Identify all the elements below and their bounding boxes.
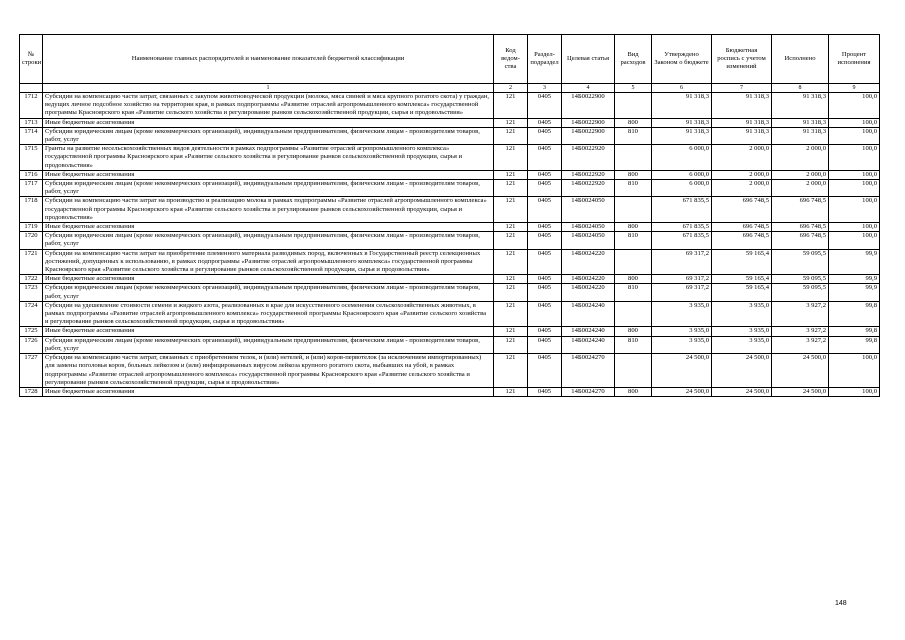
row-percent: 100,0 — [829, 145, 880, 171]
row-number: 1726 — [20, 336, 43, 353]
column-number: 5 — [615, 84, 652, 93]
row-section: 0405 — [528, 197, 562, 223]
row-approved: 3 935,0 — [652, 301, 712, 327]
row-target-article: 14Б0024220 — [562, 275, 615, 284]
row-description: Иные бюджетные ассигнования — [43, 118, 494, 127]
row-target-article: 14Б0024050 — [562, 223, 615, 232]
row-number: 1713 — [20, 118, 43, 127]
row-number: 1724 — [20, 301, 43, 327]
table-row — [20, 118, 880, 127]
row-expense-type: 810 — [615, 127, 652, 144]
header-approved: Утверждено Законом о бюджете — [652, 35, 712, 84]
row-executed: 3 927,2 — [772, 327, 829, 336]
row-section: 0405 — [528, 284, 562, 301]
row-percent: 100,0 — [829, 232, 880, 249]
header-name: Наименование главных распорядителей и наименование показателей бюджетной классификации — [43, 35, 494, 84]
row-dept-code: 121 — [494, 223, 528, 232]
row-budget-schedule: 2 000,0 — [712, 145, 772, 171]
table-row — [20, 275, 880, 284]
row-target-article: 14Б0022900 — [562, 93, 615, 119]
row-number: 1714 — [20, 127, 43, 144]
row-section: 0405 — [528, 301, 562, 327]
row-approved: 91 318,3 — [652, 127, 712, 144]
row-percent: 99,9 — [829, 249, 880, 275]
row-approved: 69 317,2 — [652, 275, 712, 284]
row-dept-code: 121 — [494, 387, 528, 396]
row-section: 0405 — [528, 180, 562, 197]
row-budget-schedule: 24 500,0 — [712, 387, 772, 396]
row-description: Субсидии юридическим лицам (кроме некоммерческих организаций), индивидуальным предпринимателям, физическим лицам - производителям товаров, работ, услуг — [43, 180, 494, 197]
row-budget-schedule: 2 000,0 — [712, 170, 772, 179]
row-number: 1719 — [20, 223, 43, 232]
row-description: Иные бюджетные ассигнования — [43, 275, 494, 284]
row-expense-type — [615, 301, 652, 327]
row-approved: 671 835,5 — [652, 232, 712, 249]
row-description: Иные бюджетные ассигнования — [43, 387, 494, 396]
column-number: 4 — [562, 84, 615, 93]
row-budget-schedule: 91 318,3 — [712, 118, 772, 127]
column-number — [20, 84, 43, 93]
row-number: 1715 — [20, 145, 43, 171]
row-description: Субсидии на компенсацию части затрат, связанных с приобретением телок, и (или) нетелей, и (или) коров-первотелок (за исключением импортированных) для замены поголовья коров, больных лейкозом и (или) инфицированных вирусом лейкоза крупного рогатого скота, выбывших на убой, в рамках подпрограммы «Развитие отраслей агропромышленного комплекса» государственной программы Красноярского края «Развитие сельского хозяйства и регулирование рынков сельскохозяйственной продукции, сырья и продовольствия» — [43, 354, 494, 388]
row-target-article: 14Б0022900 — [562, 118, 615, 127]
row-expense-type: 810 — [615, 284, 652, 301]
row-percent: 100,0 — [829, 127, 880, 144]
row-target-article: 14Б0022920 — [562, 180, 615, 197]
row-target-article: 14Б0022900 — [562, 127, 615, 144]
row-section: 0405 — [528, 145, 562, 171]
table-row — [20, 354, 880, 388]
table-row — [20, 387, 880, 396]
row-section: 0405 — [528, 327, 562, 336]
row-approved: 69 317,2 — [652, 284, 712, 301]
table-row — [20, 180, 880, 197]
row-executed: 24 500,0 — [772, 354, 829, 388]
row-dept-code: 121 — [494, 275, 528, 284]
row-section: 0405 — [528, 118, 562, 127]
row-executed: 3 927,2 — [772, 336, 829, 353]
row-target-article: 14Б0022920 — [562, 170, 615, 179]
column-number: 1 — [43, 84, 494, 93]
row-budget-schedule: 696 748,5 — [712, 223, 772, 232]
row-percent: 100,0 — [829, 93, 880, 119]
header-target-article: Целевая статья — [562, 35, 615, 84]
row-section: 0405 — [528, 354, 562, 388]
page-number: 148 — [835, 600, 847, 607]
row-dept-code: 121 — [494, 170, 528, 179]
table-row — [20, 327, 880, 336]
row-approved: 6 000,0 — [652, 180, 712, 197]
row-approved: 24 500,0 — [652, 354, 712, 388]
row-budget-schedule: 696 748,5 — [712, 232, 772, 249]
row-target-article: 14Б0024240 — [562, 336, 615, 353]
header-executed: Исполнено — [772, 35, 829, 84]
row-description: Гранты на развитие несельскохозяйственных видов деятельности в рамках подпрограммы «Развитие отраслей агропромышленного комплекса» государственной программы Красноярского края «Развитие сельского хозяйства и регулирование рынков сельскохозяйственной продукции, сырья и продовольствия» — [43, 145, 494, 171]
row-target-article: 14Б0024050 — [562, 197, 615, 223]
row-description: Субсидии на компенсацию части затрат, связанных с закупом животноводческой продукции (молока, мяса свиней и мяса крупного рогатого скота) у граждан, ведущих личное подсобное хозяйство на территории края, в рамках подпрограммы «Развитие отраслей агропромышленного комплекса» государственной программы Красноярского края «Развитие сельского хозяйства и регулирование рынков сельскохозяйственной продукции, сырья и продовольствия» — [43, 93, 494, 119]
row-percent: 99,8 — [829, 327, 880, 336]
column-number: 7 — [712, 84, 772, 93]
row-approved: 671 835,5 — [652, 197, 712, 223]
row-executed: 2 000,0 — [772, 170, 829, 179]
row-executed: 3 927,2 — [772, 301, 829, 327]
row-dept-code: 121 — [494, 197, 528, 223]
row-executed: 59 095,5 — [772, 284, 829, 301]
row-budget-schedule: 3 935,0 — [712, 301, 772, 327]
row-expense-type: 810 — [615, 336, 652, 353]
row-number: 1717 — [20, 180, 43, 197]
row-dept-code: 121 — [494, 93, 528, 119]
row-description: Субсидии юридическим лицам (кроме некоммерческих организаций), индивидуальным предпринимателям, физическим лицам - производителям товаров, работ, услуг — [43, 232, 494, 249]
row-expense-type — [615, 145, 652, 171]
row-dept-code: 121 — [494, 354, 528, 388]
row-expense-type — [615, 249, 652, 275]
row-expense-type: 800 — [615, 223, 652, 232]
row-dept-code: 121 — [494, 127, 528, 144]
row-approved: 6 000,0 — [652, 145, 712, 171]
row-dept-code: 121 — [494, 180, 528, 197]
row-expense-type: 800 — [615, 170, 652, 179]
row-approved: 69 317,2 — [652, 249, 712, 275]
budget-table — [19, 34, 880, 397]
row-approved: 91 318,3 — [652, 118, 712, 127]
row-budget-schedule: 59 165,4 — [712, 249, 772, 275]
row-dept-code: 121 — [494, 327, 528, 336]
row-budget-schedule: 2 000,0 — [712, 180, 772, 197]
table-row — [20, 223, 880, 232]
column-numbers-row — [20, 84, 880, 93]
row-budget-schedule: 24 500,0 — [712, 354, 772, 388]
row-number: 1721 — [20, 249, 43, 275]
row-number: 1725 — [20, 327, 43, 336]
row-executed: 59 095,5 — [772, 275, 829, 284]
column-number: 2 — [494, 84, 528, 93]
row-description: Субсидии на компенсацию части затрат на производство и реализацию молока в рамках подпрограммы «Развитие отраслей агропромышленного комплекса» государственной программы Красноярского края «Развитие сельского хозяйства и регулирование рынков сельскохозяйственной продукции, сырья и продовольствия» — [43, 197, 494, 223]
header-expense-type: Вид расходов — [615, 35, 652, 84]
row-dept-code: 121 — [494, 301, 528, 327]
row-number: 1722 — [20, 275, 43, 284]
row-percent: 99,9 — [829, 284, 880, 301]
row-number: 1727 — [20, 354, 43, 388]
row-percent: 100,0 — [829, 170, 880, 179]
row-percent: 100,0 — [829, 118, 880, 127]
row-section: 0405 — [528, 232, 562, 249]
header-row-number: № строки — [20, 35, 43, 84]
row-approved: 3 935,0 — [652, 336, 712, 353]
column-number: 9 — [829, 84, 880, 93]
row-executed: 696 748,5 — [772, 232, 829, 249]
row-number: 1712 — [20, 93, 43, 119]
table-row — [20, 301, 880, 327]
row-executed: 24 500,0 — [772, 387, 829, 396]
row-percent: 100,0 — [829, 354, 880, 388]
row-expense-type — [615, 197, 652, 223]
row-executed: 696 748,5 — [772, 223, 829, 232]
row-number: 1720 — [20, 232, 43, 249]
row-dept-code: 121 — [494, 118, 528, 127]
row-description: Субсидии юридическим лицам (кроме некоммерческих организаций), индивидуальным предпринимателям, физическим лицам - производителям товаров, работ, услуг — [43, 336, 494, 353]
row-expense-type: 810 — [615, 180, 652, 197]
table-row — [20, 232, 880, 249]
row-expense-type — [615, 354, 652, 388]
column-number: 8 — [772, 84, 829, 93]
table-row — [20, 93, 880, 119]
row-percent: 100,0 — [829, 223, 880, 232]
row-description: Субсидии юридическим лицам (кроме некоммерческих организаций), индивидуальным предпринимателям, физическим лицам - производителям товаров, работ, услуг — [43, 127, 494, 144]
row-target-article: 14Б0024220 — [562, 249, 615, 275]
row-description: Иные бюджетные ассигнования — [43, 170, 494, 179]
row-approved: 6 000,0 — [652, 170, 712, 179]
column-number: 6 — [652, 84, 712, 93]
row-percent: 99,8 — [829, 336, 880, 353]
row-number: 1718 — [20, 197, 43, 223]
row-description: Субсидии на удешевление стоимости семени и жидкого азота, реализованных в крае для искусственного осеменения сельскохозяйственных животных, в рамках подпрограммы «Развитие отраслей агропромышленного комплекса» государственной программы Красноярского края «Развитие сельского хозяйства и регулирование рынков сельскохозяйственной продукции, сырья и продовольствия» — [43, 301, 494, 327]
row-executed: 91 318,3 — [772, 127, 829, 144]
row-percent: 100,0 — [829, 197, 880, 223]
row-number: 1716 — [20, 170, 43, 179]
row-expense-type: 800 — [615, 275, 652, 284]
row-budget-schedule: 696 748,5 — [712, 197, 772, 223]
row-section: 0405 — [528, 223, 562, 232]
row-executed: 91 318,3 — [772, 118, 829, 127]
row-dept-code: 121 — [494, 145, 528, 171]
row-target-article: 14Б0024220 — [562, 284, 615, 301]
row-dept-code: 121 — [494, 249, 528, 275]
row-section: 0405 — [528, 170, 562, 179]
row-expense-type: 800 — [615, 387, 652, 396]
row-approved: 671 835,5 — [652, 223, 712, 232]
row-target-article: 14Б0024240 — [562, 327, 615, 336]
row-expense-type — [615, 93, 652, 119]
header-dept-code: Код ведом-ства — [494, 35, 528, 84]
table-row — [20, 145, 880, 171]
row-budget-schedule: 3 935,0 — [712, 327, 772, 336]
row-budget-schedule: 91 318,3 — [712, 127, 772, 144]
table-row — [20, 127, 880, 144]
row-target-article: 14Б0024270 — [562, 387, 615, 396]
table-row — [20, 284, 880, 301]
row-expense-type: 810 — [615, 232, 652, 249]
row-expense-type: 800 — [615, 118, 652, 127]
row-section: 0405 — [528, 275, 562, 284]
row-approved: 91 318,3 — [652, 93, 712, 119]
row-dept-code: 121 — [494, 336, 528, 353]
row-budget-schedule: 59 165,4 — [712, 284, 772, 301]
row-budget-schedule: 91 318,3 — [712, 93, 772, 119]
row-percent: 100,0 — [829, 387, 880, 396]
row-dept-code: 121 — [494, 284, 528, 301]
row-target-article: 14Б0024270 — [562, 354, 615, 388]
row-dept-code: 121 — [494, 232, 528, 249]
table-row — [20, 170, 880, 179]
table-row — [20, 249, 880, 275]
row-budget-schedule: 59 165,4 — [712, 275, 772, 284]
row-executed: 91 318,3 — [772, 93, 829, 119]
row-section: 0405 — [528, 127, 562, 144]
row-target-article: 14Б0024240 — [562, 301, 615, 327]
row-section: 0405 — [528, 387, 562, 396]
table-row — [20, 197, 880, 223]
row-target-article: 14Б0022920 — [562, 145, 615, 171]
row-percent: 99,8 — [829, 301, 880, 327]
row-description: Иные бюджетные ассигнования — [43, 327, 494, 336]
row-executed: 59 095,5 — [772, 249, 829, 275]
table-header-row — [20, 35, 880, 84]
row-description: Субсидии юридическим лицам (кроме некоммерческих организаций), индивидуальным предпринимателям, физическим лицам - производителям товаров, работ, услуг — [43, 284, 494, 301]
row-number: 1728 — [20, 387, 43, 396]
row-description: Иные бюджетные ассигнования — [43, 223, 494, 232]
row-target-article: 14Б0024050 — [562, 232, 615, 249]
row-executed: 2 000,0 — [772, 180, 829, 197]
row-executed: 2 000,0 — [772, 145, 829, 171]
row-approved: 3 935,0 — [652, 327, 712, 336]
table-body — [20, 93, 880, 397]
header-percent: Процент исполнения — [829, 35, 880, 84]
header-section: Раздел-подраздел — [528, 35, 562, 84]
header-budget-schedule: Бюджетная роспись с учетом изменений — [712, 35, 772, 84]
row-expense-type: 800 — [615, 327, 652, 336]
row-percent: 99,9 — [829, 275, 880, 284]
row-number: 1723 — [20, 284, 43, 301]
column-number: 3 — [528, 84, 562, 93]
row-percent: 100,0 — [829, 180, 880, 197]
row-section: 0405 — [528, 336, 562, 353]
row-description: Субсидии на компенсацию части затрат на приобретение племенного материала разводимых пород, включенных в Государственный реестр селекционных достижений, допущенных к использованию, в рамках подпрограммы «Развитие отраслей агропромышленного комплекса» государственной программы Красноярского края «Развитие сельского хозяйства и регулирование рынков сельскохозяйственной продукции, сырья и продовольствия» — [43, 249, 494, 275]
row-section: 0405 — [528, 249, 562, 275]
row-approved: 24 500,0 — [652, 387, 712, 396]
row-executed: 696 748,5 — [772, 197, 829, 223]
table-row — [20, 336, 880, 353]
row-section: 0405 — [528, 93, 562, 119]
row-budget-schedule: 3 935,0 — [712, 336, 772, 353]
